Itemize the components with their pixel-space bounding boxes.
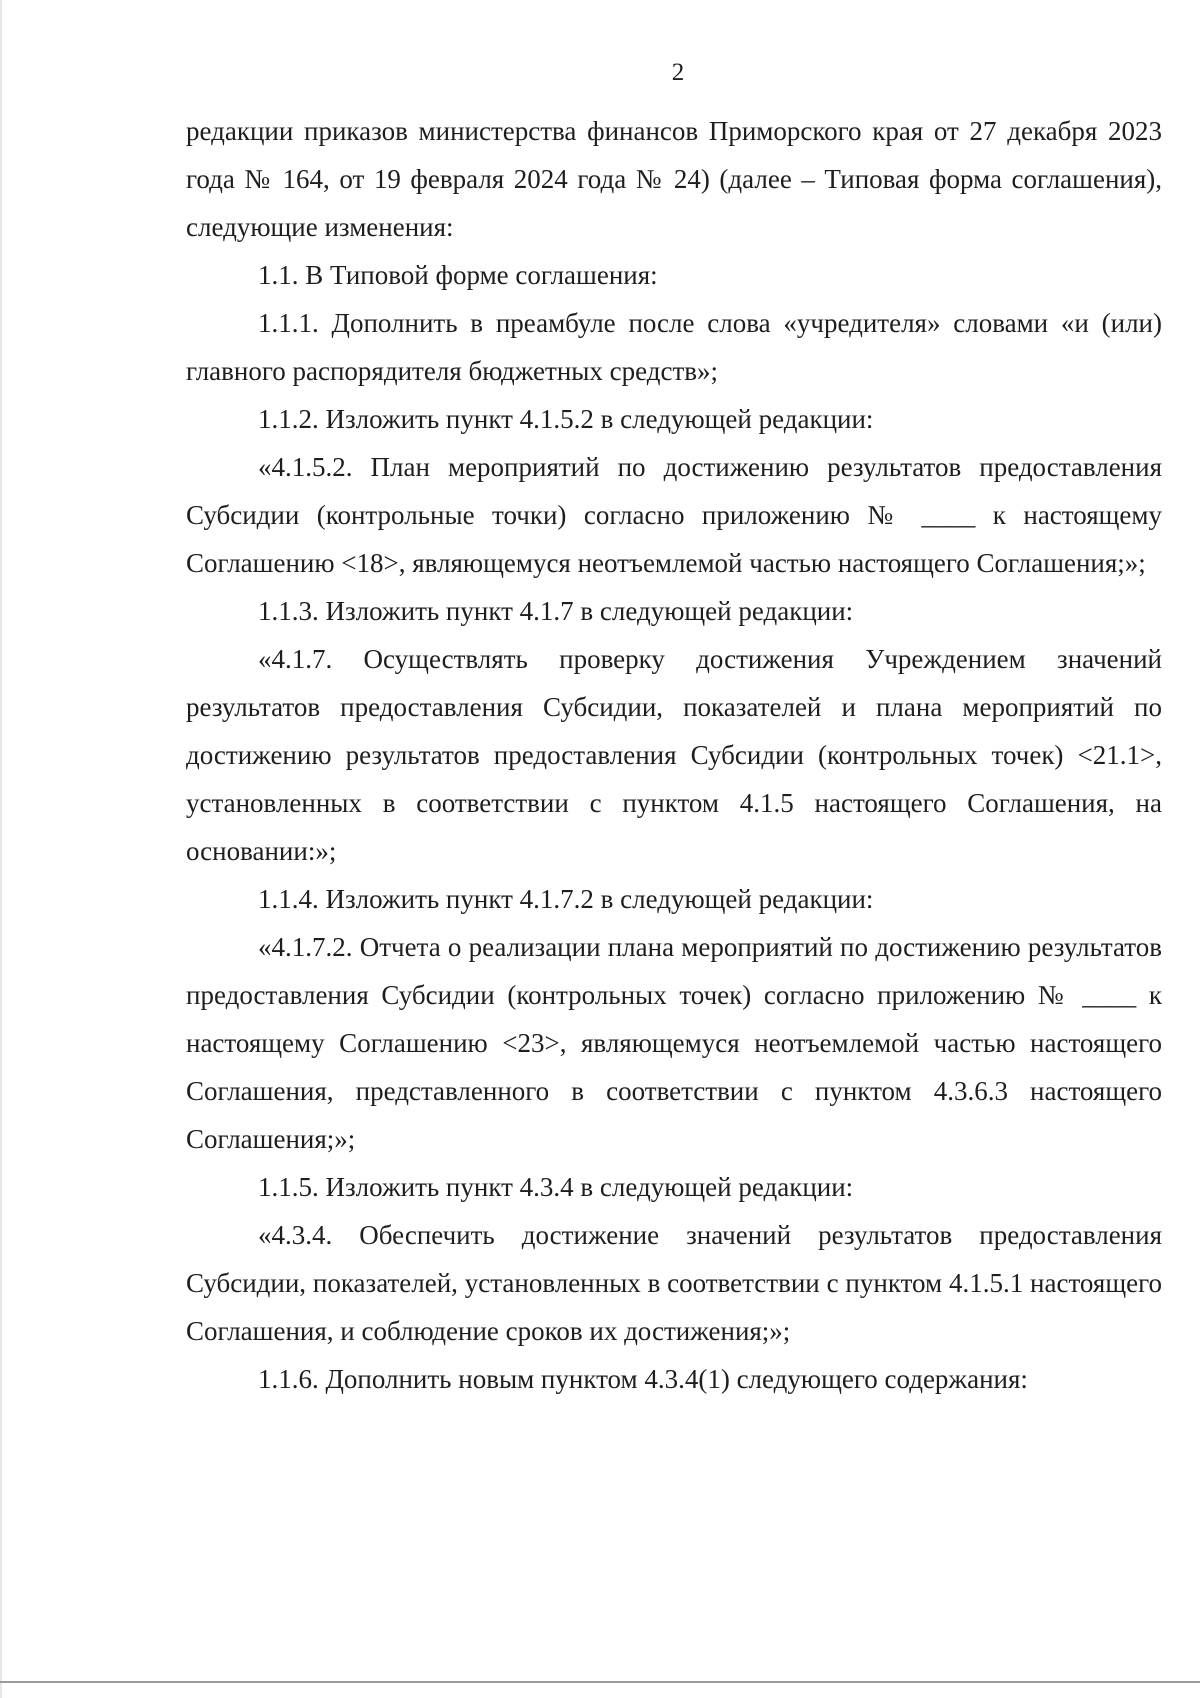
paragraph-1-1-1: 1.1.1. Дополнить в преамбуле после слова «учредителя» словами «и (или) главного распорядителя бюджетных средств»; [186,308,1162,386]
document-body [186,107,1162,1403]
page-number: 2 [671,59,685,86]
quote-4-3-4: «4.3.4. Обеспечить достижение значений результатов предоставления Субсидии, показателей, установленных в соответствии с пунктом 4.1.5.1 настоящего Соглашения, и соблюдение сроков их достижения;»; [186,1220,1162,1346]
paragraph-1-1-4: 1.1.4. Изложить пункт 4.1.7.2 в следующей редакции: [258,884,874,914]
quote-4-1-5-2: «4.1.5.2. План мероприятий по достижению результатов предоставления Субсидии (контрольные точки) согласно приложению № ____ к настоящему Соглашению <18>, являющемуся неотъемлемой частью настоящего Соглашения;»; [186,452,1162,578]
paragraph-1-1-2: 1.1.2. Изложить пункт 4.1.5.2 в следующей редакции: [258,404,874,434]
paragraph-1-1: 1.1. В Типовой форме соглашения: [258,260,658,290]
quote-4-1-7-2: «4.1.7.2. Отчета о реализации плана мероприятий по достижению результатов предоставления Субсидии (контрольных точек) согласно приложению № ____ к настоящему Соглашению <23>, являющемуся неотъемлемой частью настоящего Соглашения, представленного в соответствии с пунктом 4.3.6.3 настоящего Соглашения;»; [186,932,1162,1154]
paragraph-1-1-6: 1.1.6. Дополнить новым пунктом 4.3.4(1) следующего содержания: [258,1364,1028,1394]
paragraph-1-1-3: 1.1.3. Изложить пункт 4.1.7 в следующей редакции: [258,596,854,626]
scan-edge [0,0,2,1698]
paragraph-continuation: редакции приказов министерства финансов Приморского края от 27 декабря 2023 года № 164, от 19 февраля 2024 года № 24) (далее – Типовая форма соглашения), следующие изменения: [186,116,1162,242]
paragraph-1-1-5: 1.1.5. Изложить пункт 4.3.4 в следующей редакции: [258,1172,854,1202]
quote-4-1-7: «4.1.7. Осуществлять проверку достижения Учреждением значений результатов предоставления Субсидии, показателей и плана мероприятий по достижению результатов предоставления Субсидии (контрольных точек) <21.1>, установленных в соответствии с пунктом 4.1.5 настоящего Соглашения, на основании:»; [186,644,1162,866]
scan-bottom-edge [0,1681,1200,1683]
